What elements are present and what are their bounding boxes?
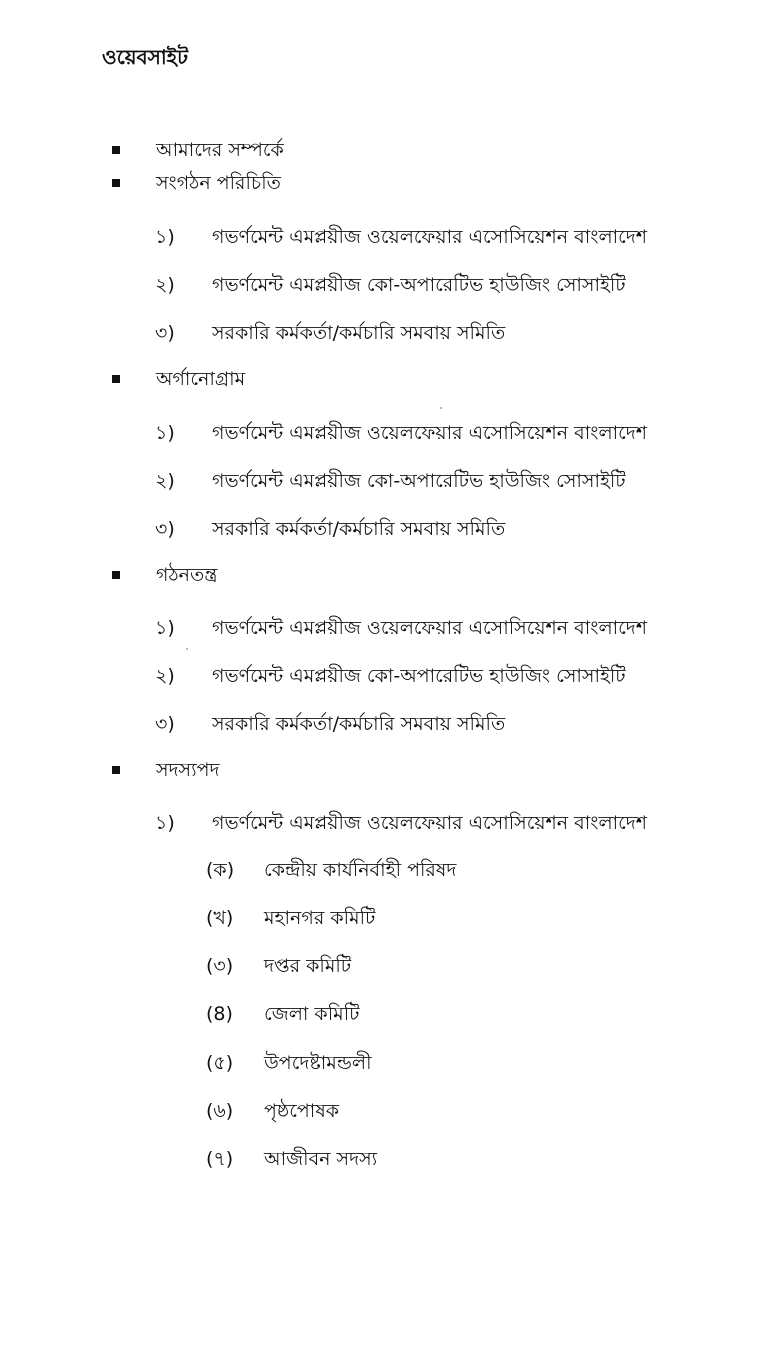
list-item-text: গভর্ণমেন্ট এমপ্লয়ীজ কো-অপারেটিভ হাউজিং সোসাইটি xyxy=(212,470,626,492)
sublist-item-number: (৫) xyxy=(206,1052,234,1074)
bullet-icon xyxy=(112,146,120,154)
sublist-item-text: পৃষ্ঠপোষক xyxy=(264,1100,340,1122)
list-item-number: ২) xyxy=(155,274,175,296)
sublist-item-text: মহানগর কমিটি xyxy=(264,907,376,929)
sublist-item-text: উপদেষ্টামন্ডলী xyxy=(264,1052,372,1074)
list-item-text: গভর্ণমেন্ট এমপ্লয়ীজ ওয়েলফেয়ার এসোসিয়েশন বাংলাদেশ xyxy=(212,422,647,444)
sublist-item-number: (৬) xyxy=(206,1100,234,1122)
sublist-item-text: কেন্দ্রীয় কার্যনির্বাহী পরিষদ xyxy=(264,859,457,881)
list-item-number: ২) xyxy=(155,665,175,687)
list-item-number: ৩) xyxy=(155,713,175,735)
section-heading-organogram: অর্গানোগ্রাম xyxy=(156,368,246,390)
list-item-number: ১) xyxy=(155,226,175,248)
scan-speck xyxy=(440,407,442,409)
sublist-item-text: জেলা কমিটি xyxy=(264,1003,360,1025)
list-item-text: গভর্ণমেন্ট এমপ্লয়ীজ ওয়েলফেয়ার এসোসিয়েশন বাংলাদেশ xyxy=(212,226,647,248)
sublist-item-number: (ক) xyxy=(206,859,235,881)
section-heading-about: আমাদের সম্পর্কে xyxy=(156,139,284,161)
section-heading-organization-intro: সংগঠন পরিচিতি xyxy=(156,172,281,194)
sublist-item-number: (8) xyxy=(206,1003,233,1025)
bullet-icon xyxy=(112,766,120,774)
sublist-item-number: (৭) xyxy=(206,1148,234,1170)
list-item-text: সরকারি কর্মকর্তা/কর্মচারি সমবায় সমিতি xyxy=(212,518,506,540)
list-item-number: ১) xyxy=(155,422,175,444)
sublist-item-number: (খ) xyxy=(206,907,234,929)
sublist-item-text: দপ্তর কমিটি xyxy=(264,955,352,977)
list-item-number: ৩) xyxy=(155,322,175,344)
list-item-number: ১) xyxy=(155,812,175,834)
list-item-text: গভর্ণমেন্ট এমপ্লয়ীজ কো-অপারেটিভ হাউজিং সোসাইটি xyxy=(212,274,626,296)
page-title: ওয়েবসাইট xyxy=(102,45,188,69)
list-item-text: গভর্ণমেন্ট এমপ্লয়ীজ ওয়েলফেয়ার এসোসিয়েশন বাংলাদেশ xyxy=(212,812,647,834)
list-item-text: গভর্ণমেন্ট এমপ্লয়ীজ ওয়েলফেয়ার এসোসিয়েশন বাংলাদেশ xyxy=(212,617,647,639)
sublist-item-text: আজীবন সদস্য xyxy=(264,1148,378,1170)
bullet-icon xyxy=(112,571,120,579)
list-item-text: সরকারি কর্মকর্তা/কর্মচারি সমবায় সমিতি xyxy=(212,713,506,735)
list-item-text: সরকারি কর্মকর্তা/কর্মচারি সমবায় সমিতি xyxy=(212,322,506,344)
list-item-number: ২) xyxy=(155,470,175,492)
bullet-icon xyxy=(112,179,120,187)
list-item-text: গভর্ণমেন্ট এমপ্লয়ীজ কো-অপারেটিভ হাউজিং সোসাইটি xyxy=(212,665,626,687)
list-item-number: ৩) xyxy=(155,518,175,540)
sublist-item-number: (৩) xyxy=(206,955,234,977)
list-item-number: ১) xyxy=(155,617,175,639)
scan-speck xyxy=(186,648,188,650)
bullet-icon xyxy=(112,375,120,383)
section-heading-membership: সদস্যপদ xyxy=(156,759,220,781)
section-heading-constitution: গঠনতন্ত্র xyxy=(156,564,218,586)
